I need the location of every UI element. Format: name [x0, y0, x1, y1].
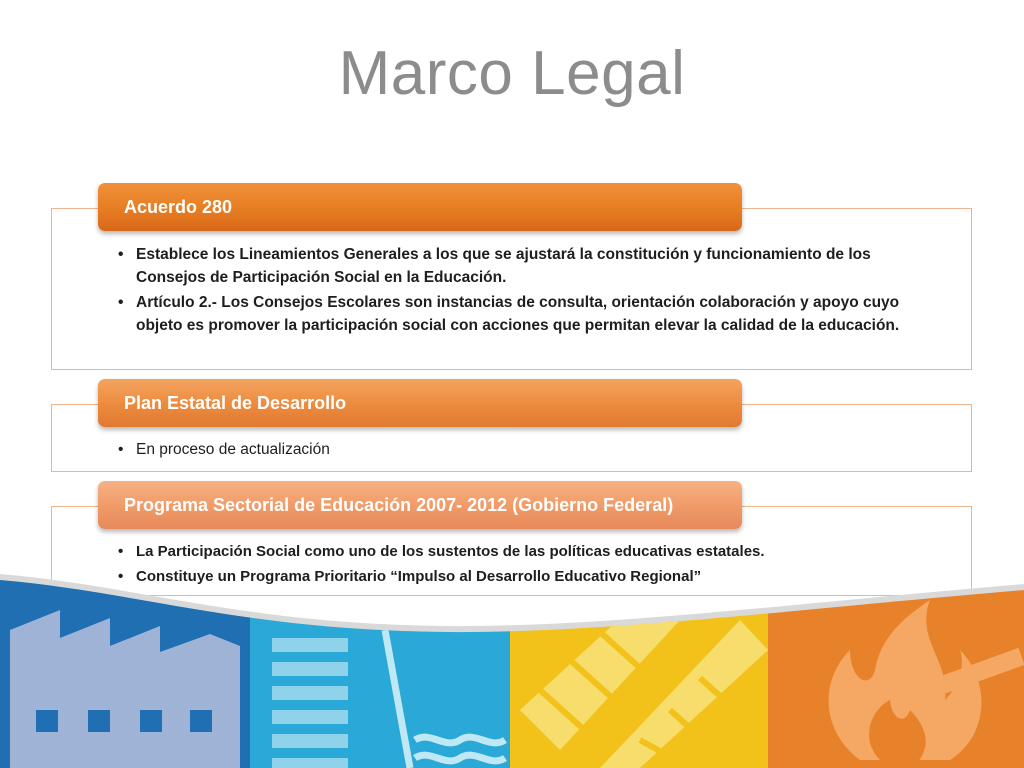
header-programa-sectorial: Programa Sectorial de Educación 2007- 2012 (Gobierno Federal) [98, 481, 742, 529]
footer-banner [0, 560, 1024, 768]
list-item: • En proceso de actualización [118, 441, 330, 458]
list-item: • Constituye un Programa Prioritario “Impulso al Desarrollo Educativo Regional” [118, 568, 702, 585]
slide-title: Marco Legal [338, 39, 686, 108]
header-plan-estatal: Plan Estatal de Desarrollo [98, 379, 742, 427]
list-item: • Establece los Lineamientos Generales a los que se ajustará la constitución y funcionamiento de los Consejos de Participación Social en la Educación. [118, 246, 871, 286]
list-item: • Artículo 2.- Los Consejos Escolares son instancias de consulta, orientación colaboración y apoyo cuyo objeto es promover la participación social con acciones que permitan elevar la calidad de la educación. [118, 294, 900, 334]
plan-bullets [118, 438, 901, 463]
header-acuerdo-280: Acuerdo 280 [98, 183, 742, 231]
section-acuerdo-280 [51, 208, 972, 370]
list-item: • La Participación Social como uno de los sustentos de las políticas educativas estatales. [118, 543, 765, 560]
acuerdo-bullets [118, 243, 901, 339]
